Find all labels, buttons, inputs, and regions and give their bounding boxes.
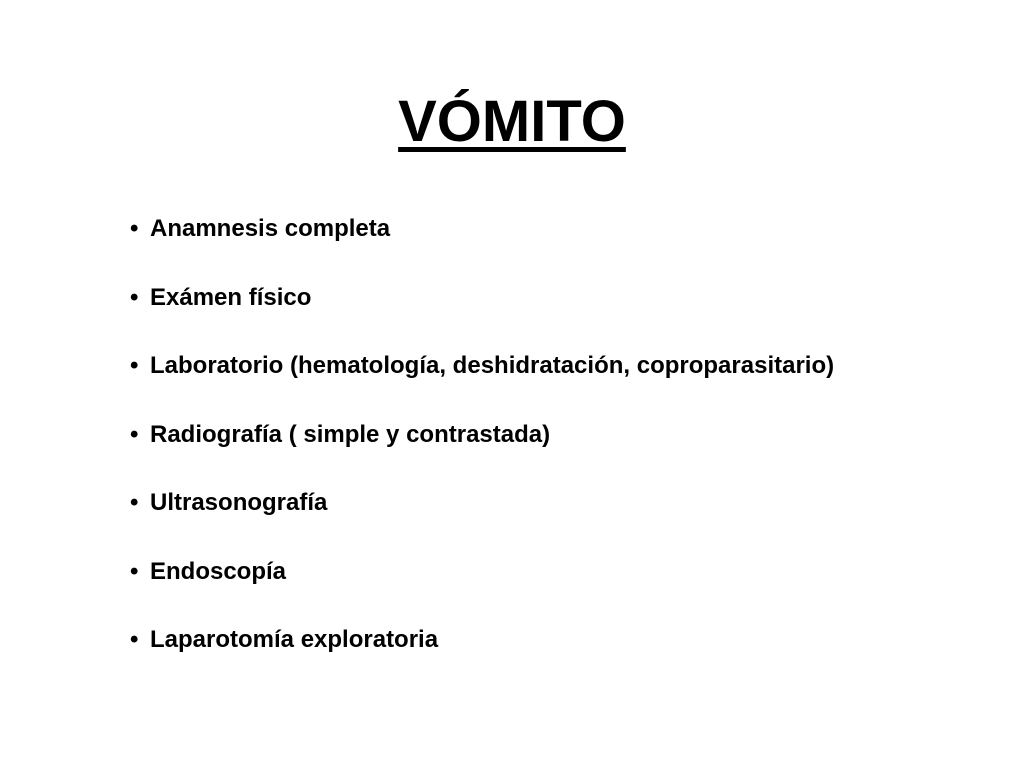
list-item [130,485,834,521]
bullet-icon: • [130,215,139,242]
list-item-text: Laparotomía exploratoria [150,626,439,653]
list-item [130,348,834,384]
list-item [130,622,834,658]
bullet-icon: • [130,352,139,379]
list-item-text: Endoscopía [150,557,287,585]
list-item-text: Radiografía ( simple y contrastada) [150,420,551,448]
list-item-text: Anamnesis completa [150,215,391,242]
slide-title-text: VÓMITO [398,89,626,154]
list-item-text: Ultrasonografía [150,489,328,516]
bullet-icon: • [130,420,139,448]
bullet-icon: • [130,626,139,653]
list-item-text: Exámen físico [150,283,312,311]
bullet-icon: • [130,489,139,516]
bullet-list [130,211,834,691]
list-item-text: Laboratorio (hematología, deshidratación, coproparasitario) [150,352,835,379]
bullet-icon: • [130,283,139,311]
list-item [130,280,834,316]
list-item [130,211,834,247]
slide-title [0,86,1024,158]
list-item [130,417,834,453]
list-item [130,554,834,590]
bullet-icon: • [130,557,139,585]
